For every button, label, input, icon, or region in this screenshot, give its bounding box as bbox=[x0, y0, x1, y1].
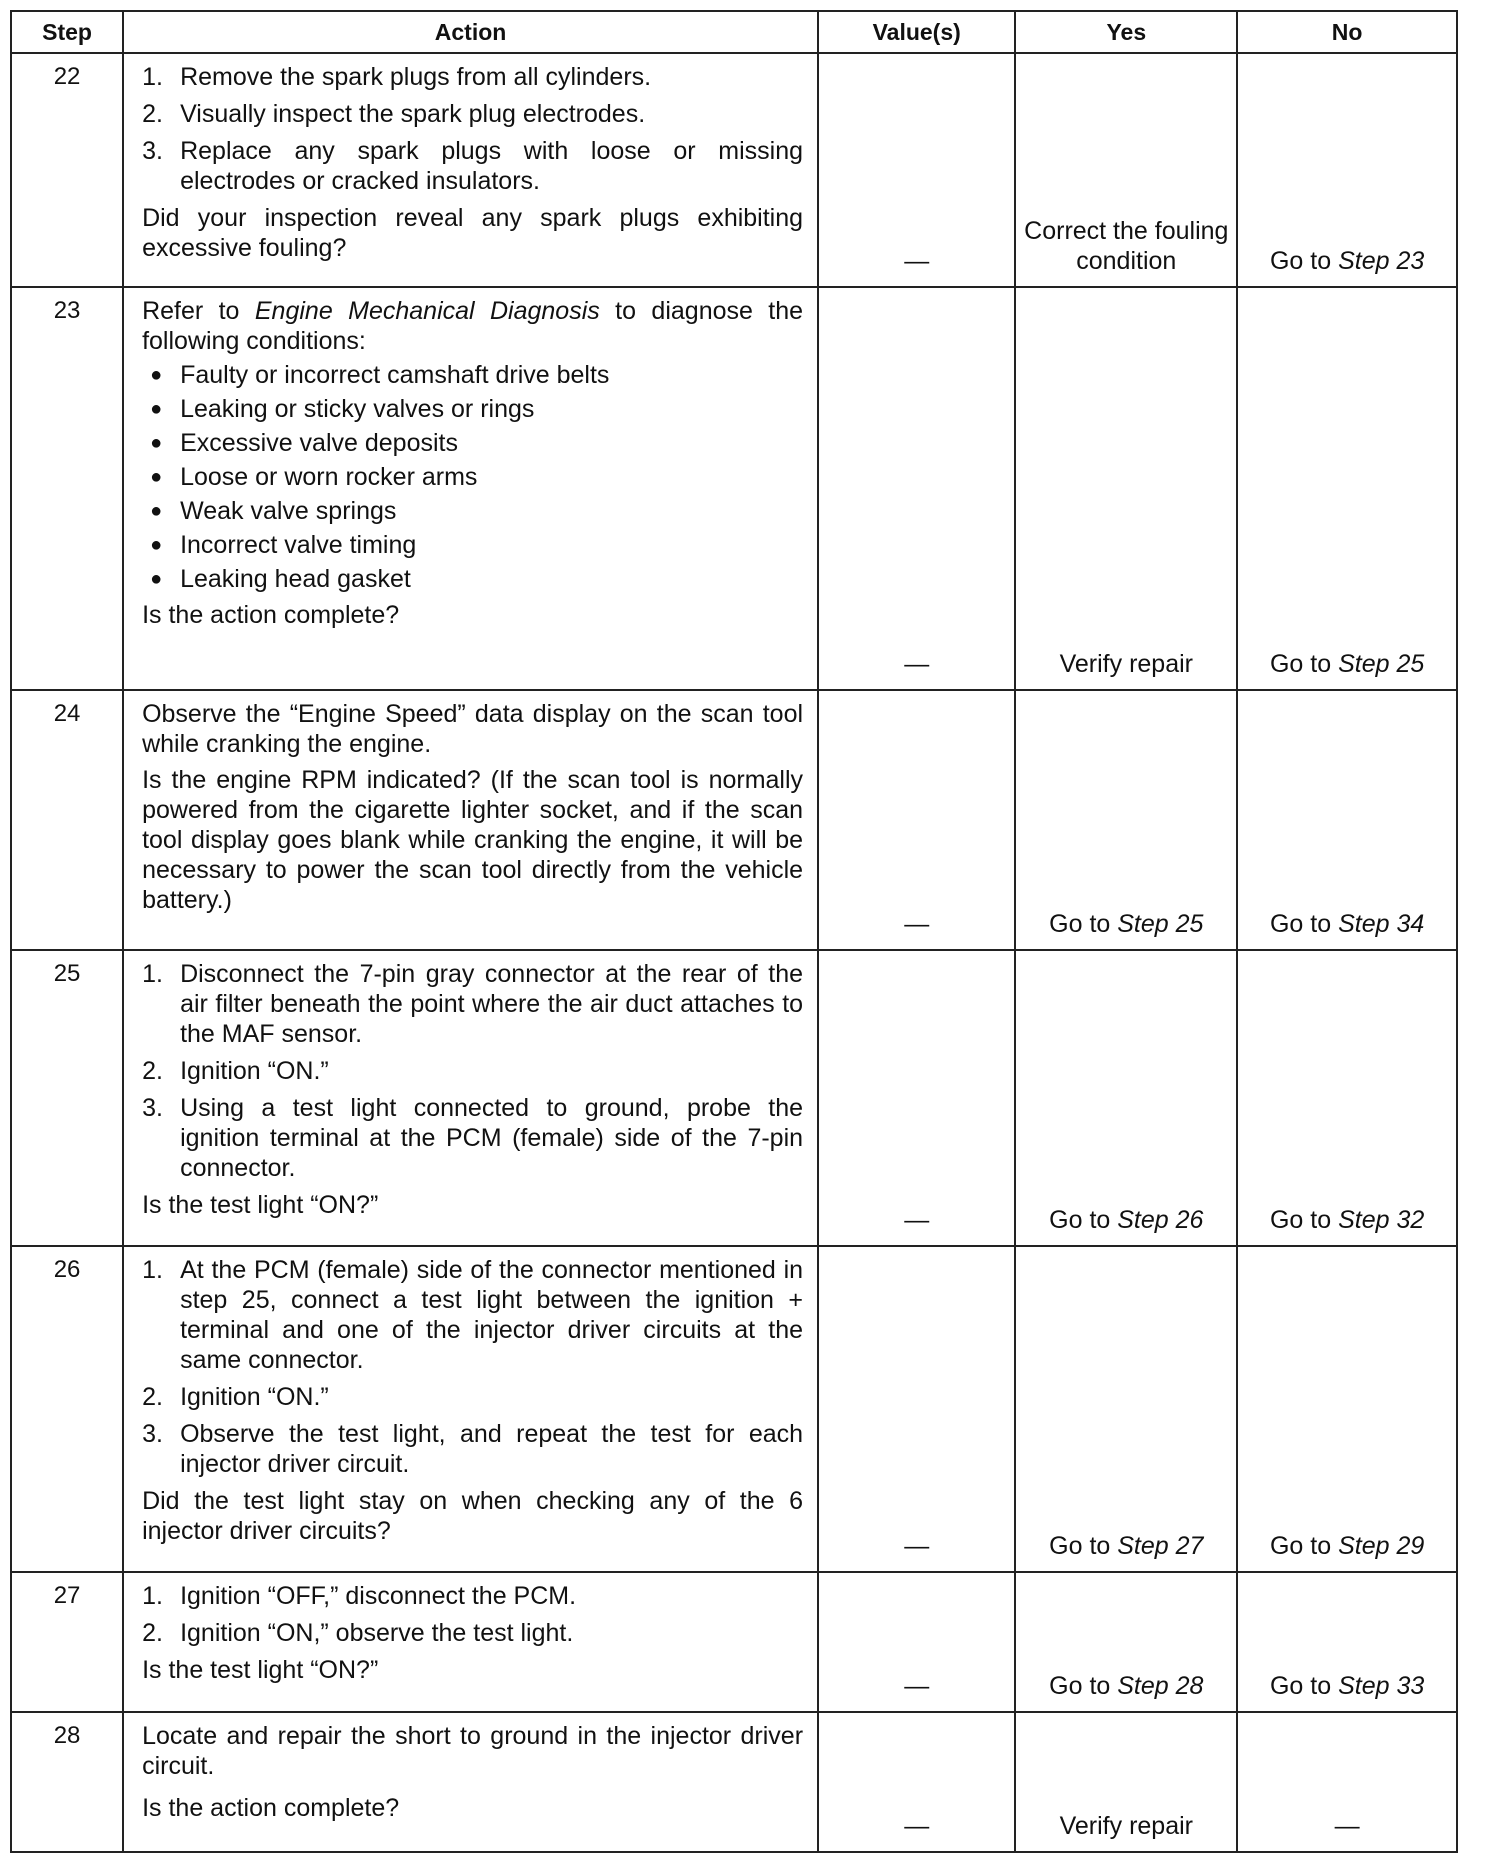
header-values: Value(s) bbox=[818, 11, 1015, 53]
header-no: No bbox=[1237, 11, 1457, 53]
table-row-step-26 bbox=[11, 1246, 1457, 1572]
bullet-icon: ● bbox=[150, 398, 163, 420]
action-cell bbox=[123, 690, 818, 950]
step-number: 26 bbox=[11, 1246, 123, 1572]
list-item: ● Faulty or incorrect camshaft drive belts bbox=[142, 360, 803, 390]
instruction-text: Observe the “Engine Speed” data display on the scan tool while cranking the engine. bbox=[142, 700, 804, 758]
bullet-icon: ● bbox=[150, 500, 163, 522]
list-number: 1. bbox=[142, 63, 163, 91]
value-cell: — bbox=[818, 1572, 1015, 1712]
no-cell: Go to Step 33 bbox=[1237, 1572, 1457, 1712]
list-item: ● Leaking or sticky valves or rings bbox=[142, 394, 803, 424]
no-cell: Go to Step 32 bbox=[1237, 950, 1457, 1246]
list-item: 1. Remove the spark plugs from all cylinders. bbox=[142, 63, 652, 91]
step-number: 24 bbox=[11, 690, 123, 950]
step-reference: Step 28 bbox=[1117, 1672, 1204, 1700]
list-item: 3. Using a test light connected to ground, probe the ignition terminal at the PCM (female) side of the 7-pin connector. bbox=[142, 1094, 804, 1182]
manual-reference: Engine Mechanical Diagnosis bbox=[254, 297, 600, 325]
list-item: ● Weak valve springs bbox=[142, 496, 803, 526]
list-number: 2. bbox=[142, 1619, 163, 1647]
table-row-step-28 bbox=[11, 1712, 1457, 1852]
yes-cell: Go to Step 25 bbox=[1015, 690, 1237, 950]
yes-cell: Go to Step 26 bbox=[1015, 950, 1237, 1246]
yes-cell: Go to Step 28 bbox=[1015, 1572, 1237, 1712]
no-cell: Go to Step 25 bbox=[1237, 287, 1457, 690]
table-row-step-22 bbox=[11, 53, 1457, 287]
step-reference: Step 23 bbox=[1338, 247, 1425, 275]
header-yes: Yes bbox=[1015, 11, 1237, 53]
list-item: 2. Ignition “ON.” bbox=[142, 1383, 329, 1411]
numbered-list bbox=[142, 959, 803, 1183]
step-reference: Step 32 bbox=[1338, 1206, 1425, 1234]
list-item: 3. Observe the test light, and repeat the test for each injector driver circuit. bbox=[142, 1420, 804, 1478]
action-cell bbox=[123, 53, 818, 287]
list-item: 2. Ignition “ON.” bbox=[142, 1057, 329, 1085]
value-cell: — bbox=[818, 53, 1015, 287]
numbered-list bbox=[142, 1255, 803, 1479]
value-cell: — bbox=[818, 1712, 1015, 1852]
step-reference: Step 25 bbox=[1117, 910, 1204, 938]
no-cell: Go to Step 29 bbox=[1237, 1246, 1457, 1572]
action-cell bbox=[123, 950, 818, 1246]
value-cell: — bbox=[818, 950, 1015, 1246]
list-item: ● Leaking head gasket bbox=[142, 564, 803, 594]
table-row-step-25 bbox=[11, 950, 1457, 1246]
action-cell bbox=[123, 1712, 818, 1852]
list-item: 2. Visually inspect the spark plug electrodes. bbox=[142, 100, 646, 128]
bullet-icon: ● bbox=[150, 534, 163, 556]
list-item: 2. Ignition “ON,” observe the test light. bbox=[142, 1619, 574, 1647]
step-number: 28 bbox=[11, 1712, 123, 1852]
no-cell: Go to Step 23 bbox=[1237, 53, 1457, 287]
step-reference: Step 33 bbox=[1338, 1672, 1425, 1700]
step-reference: Step 25 bbox=[1338, 650, 1425, 678]
header-action: Action bbox=[123, 11, 818, 53]
list-number: 2. bbox=[142, 1057, 163, 1085]
question-text: Is the action complete? bbox=[142, 1794, 400, 1822]
list-number: 3. bbox=[142, 1094, 163, 1122]
list-number: 1. bbox=[142, 1256, 163, 1284]
step-reference: Step 34 bbox=[1338, 910, 1425, 938]
value-cell: — bbox=[818, 1246, 1015, 1572]
list-number: 3. bbox=[142, 1420, 163, 1448]
intro-text: Refer to Engine Mechanical Diagnosis to diagnose the following conditions: bbox=[142, 297, 804, 355]
value-cell: — bbox=[818, 690, 1015, 950]
numbered-list bbox=[142, 1581, 803, 1648]
yes-cell: Go to Step 27 bbox=[1015, 1246, 1237, 1572]
bullet-list bbox=[142, 360, 803, 594]
instruction-text: Locate and repair the short to ground in the injector driver circuit. bbox=[142, 1722, 804, 1780]
bullet-icon: ● bbox=[150, 364, 163, 386]
step-reference: Step 27 bbox=[1117, 1532, 1204, 1560]
action-cell bbox=[123, 1246, 818, 1572]
step-number: 22 bbox=[11, 53, 123, 287]
question-text: Did the test light stay on when checking any of the 6 injector driver circuits? bbox=[142, 1487, 804, 1545]
yes-cell: Verify repair bbox=[1015, 1712, 1237, 1852]
list-item: ● Excessive valve deposits bbox=[142, 428, 803, 458]
list-item: 1. At the PCM (female) side of the connector mentioned in step 25, connect a test light between the ignition + terminal and one of the injector driver circuits at the same connector. bbox=[142, 1256, 804, 1374]
header-step: Step bbox=[11, 11, 123, 53]
list-number: 2. bbox=[142, 100, 163, 128]
list-number: 1. bbox=[142, 1582, 163, 1610]
list-item: 1. Disconnect the 7-pin gray connector at the rear of the air filter beneath the point where the air duct attaches to the MAF sensor. bbox=[142, 960, 804, 1048]
diagnostic-table bbox=[10, 10, 1458, 1853]
step-number: 25 bbox=[11, 950, 123, 1246]
table-row-step-23 bbox=[11, 287, 1457, 690]
numbered-list bbox=[142, 62, 803, 196]
no-cell: Go to Step 34 bbox=[1237, 690, 1457, 950]
list-item: 3. Replace any spark plugs with loose or missing electrodes or cracked insulators. bbox=[142, 137, 804, 195]
step-number: 23 bbox=[11, 287, 123, 690]
list-number: 3. bbox=[142, 137, 163, 165]
question-text: Is the action complete? bbox=[142, 601, 400, 629]
list-number: 2. bbox=[142, 1383, 163, 1411]
action-cell bbox=[123, 287, 818, 690]
bullet-icon: ● bbox=[150, 568, 163, 590]
question-text: Is the test light “ON?” bbox=[142, 1191, 379, 1219]
bullet-icon: ● bbox=[150, 466, 163, 488]
list-number: 1. bbox=[142, 960, 163, 988]
list-item: ● Incorrect valve timing bbox=[142, 530, 803, 560]
yes-cell: Verify repair bbox=[1015, 287, 1237, 690]
question-text: Is the test light “ON?” bbox=[142, 1656, 379, 1684]
step-reference: Step 26 bbox=[1117, 1206, 1204, 1234]
action-cell bbox=[123, 1572, 818, 1712]
question-text: Did your inspection reveal any spark plugs exhibiting excessive fouling? bbox=[142, 204, 804, 262]
table-row-step-27 bbox=[11, 1572, 1457, 1712]
yes-cell: Correct the fouling condition bbox=[1015, 53, 1237, 287]
step-reference: Step 29 bbox=[1338, 1532, 1425, 1560]
list-item: ● Loose or worn rocker arms bbox=[142, 462, 803, 492]
table-row-step-24 bbox=[11, 690, 1457, 950]
value-cell: — bbox=[818, 287, 1015, 690]
question-text: Is the engine RPM indicated? (If the scan tool is normally powered from the cigarette lighter socket, and if the scan tool display goes blank while cranking the engine, it will be necessary to power the scan tool directly from the vehicle battery.) bbox=[142, 766, 804, 914]
list-item: 1. Ignition “OFF,” disconnect the PCM. bbox=[142, 1582, 577, 1610]
step-number: 27 bbox=[11, 1572, 123, 1712]
no-cell: — bbox=[1237, 1712, 1457, 1852]
bullet-icon: ● bbox=[150, 432, 163, 454]
header-row bbox=[11, 11, 1457, 53]
